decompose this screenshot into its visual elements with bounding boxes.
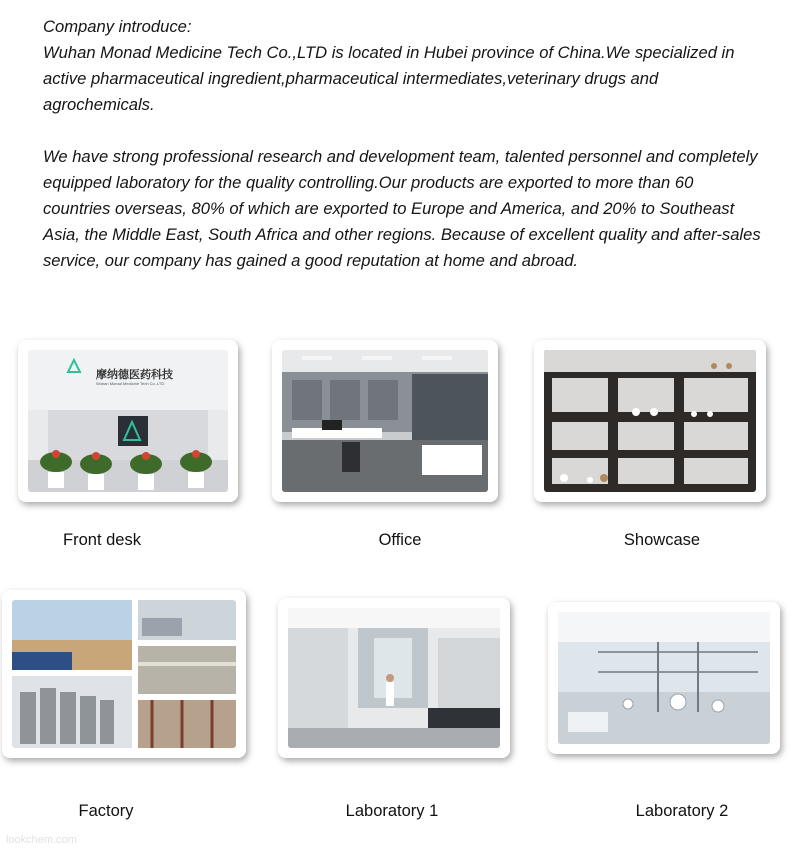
office-image [282,350,488,492]
photo-laboratory-2 [548,602,780,754]
intro-paragraph-1: Wuhan Monad Medicine Tech Co.,LTD is located in Hubei province of China.We specialized in active pharmaceutical ingredient,pharmaceutical intermediates,veterinary drugs and agrochemicals. [43,43,735,114]
caption-laboratory-1: Laboratory 1 [345,802,439,820]
caption-office: Office [378,531,422,549]
photo-office [272,340,498,502]
photo-factory [2,590,246,758]
company-intro [43,14,763,274]
caption-laboratory-2: Laboratory 2 [635,802,729,820]
laboratory-1-image [288,608,500,748]
factory-image [12,600,236,748]
intro-heading: Company introduce: [43,17,192,36]
caption-front-desk: Front desk [63,531,141,549]
sign-chinese: 摩纳德医药科技 [96,369,173,381]
intro-paragraph-2: We have strong professional research and development team, talented personnel and completely equipped laboratory for the quality controlling.Our products are exported to more than 60 countries overseas, 80% of which are exported to Europe and America, and 20% to Southeast Asia, the Middle East, South Africa and other regions. Because of excellent quality and after-sales service, our company has gained a good reputation at home and abroad. [43,147,761,270]
showcase-image [544,350,756,492]
watermark: lookchem.com [6,834,77,846]
sign-english: Wuhan Monad Medicine Tech Co.,LTD [96,381,165,386]
caption-factory: Factory [78,802,134,820]
laboratory-2-image [558,612,770,744]
photo-showcase [534,340,766,502]
photo-front-desk [18,340,238,502]
caption-showcase: Showcase [623,531,701,549]
photo-laboratory-1 [278,598,510,758]
